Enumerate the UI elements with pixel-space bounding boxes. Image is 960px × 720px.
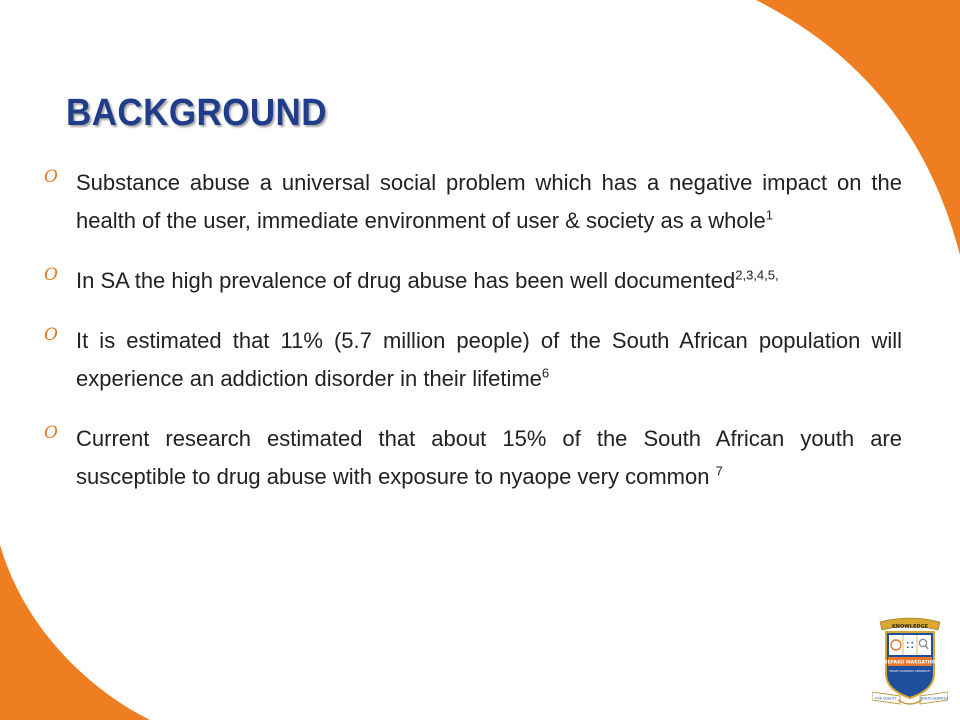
university-crest-logo [872, 616, 948, 712]
reference-superscript: 6 [541, 365, 550, 381]
bullet-text: In SA the high prevalence of drug abuse has been well documented$^{2,3,4,5,}$ [76, 267, 779, 293]
reference-superscript: 2,3,4,5, [735, 267, 779, 283]
bullet-text: It is estimated that 11% (5.7 million people) of the South African population will experience an addiction disorder in their lifetime$^6$ [76, 328, 902, 391]
reference-superscript: 7 [715, 463, 723, 479]
bullet-marker-icon: O [44, 265, 58, 285]
bullet-marker-icon: O [44, 423, 58, 443]
bullet-item [44, 420, 902, 496]
reference-superscript: 1 [765, 207, 773, 223]
slide-title: BACKGROUND [66, 92, 327, 134]
orange-swoosh-bottom-left [0, 545, 150, 720]
logo-top-text: KNOWLEDGE [891, 624, 929, 630]
logo-name-text: SEFAKO MAKGATHO [884, 660, 936, 666]
bullet-list [44, 164, 902, 518]
bullet-marker-icon: O [44, 325, 58, 345]
bullet-item [44, 322, 902, 398]
bullet-marker-icon: O [44, 167, 58, 187]
logo-sub-text: HEALTH SCIENCES UNIVERSITY [889, 669, 931, 673]
bullet-item [44, 164, 902, 240]
logo-left-banner: FOR QUALITY [875, 696, 897, 701]
bullet-item [44, 262, 902, 300]
bullet-text: Substance abuse a universal social problem which has a negative impact on the health of the user, immediate environment of user & society as a whole$^1$ [76, 170, 902, 233]
bullet-text: Current research estimated that about 15% of the South African youth are susceptible to drug abuse with exposure to nyaope very common $^7$ [76, 426, 902, 489]
logo-right-banner: HEALTH SERVICES [919, 696, 948, 701]
